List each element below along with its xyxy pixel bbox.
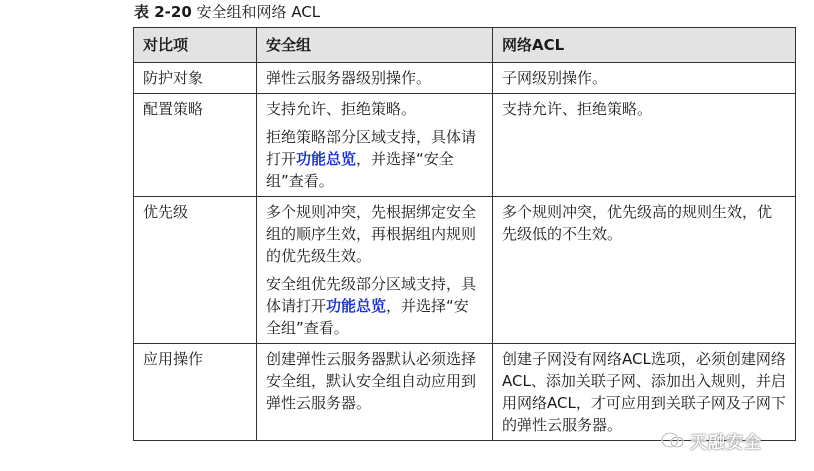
security-group-cell <box>257 94 493 197</box>
row-item-label: 优先级 <box>134 197 257 344</box>
cell-text: 多个规则冲突，先根据绑定安全组的顺序生效，再根据组内规则的优先级生效。 <box>266 203 477 265</box>
comparison-table <box>133 27 796 441</box>
row-item-label: 配置策略 <box>134 94 257 197</box>
network-acl-cell <box>493 94 796 197</box>
note-text: 安全组优先级部分区域支持，具体请打开 <box>266 275 477 315</box>
table-number: 表 2-20 <box>134 3 192 21</box>
cell-text: 创建子网没有网络ACL选项，必须创建网络ACL、添加关联子网、添加出入规则，并启用网络ACL，才可应用到关联子网及子网下的弹性云服务器。 <box>502 350 786 434</box>
header-security-group: 安全组 <box>257 28 493 63</box>
cell-text: 创建弹性云服务器默认必须选择安全组，默认安全组自动应用到弹性云服务器。 <box>266 350 477 412</box>
table-row <box>134 63 796 94</box>
feature-overview-link[interactable]: 功能总览 <box>296 150 357 168</box>
security-group-cell <box>257 63 493 94</box>
table-row <box>134 94 796 197</box>
network-acl-cell <box>493 344 796 441</box>
watermark-text: 天融安全 <box>690 433 762 453</box>
cell-text: 多个规则冲突，优先级高的规则生效，优先级低的不生效。 <box>502 203 773 243</box>
cell-text: 弹性云服务器级别操作。 <box>266 69 432 87</box>
table-row <box>134 197 796 344</box>
header-item: 对比项 <box>134 28 257 63</box>
cell-note <box>266 126 483 192</box>
security-group-cell <box>257 197 493 344</box>
security-group-cell <box>257 344 493 441</box>
note-text: ，并选择“安全组”查看。 <box>266 297 469 337</box>
note-text: ，并选择“安全组”查看。 <box>266 150 454 190</box>
table-header-row <box>134 28 796 63</box>
row-item-label: 应用操作 <box>134 344 257 441</box>
cell-text: 支持允许、拒绝策略。 <box>502 100 653 118</box>
feature-overview-link[interactable]: 功能总览 <box>326 297 387 315</box>
network-acl-cell <box>493 197 796 344</box>
header-network-acl: 网络ACL <box>493 28 796 63</box>
table-caption <box>134 2 320 22</box>
table-row <box>134 344 796 441</box>
cell-note <box>266 273 483 339</box>
note-text: 拒绝策略部分区域支持，具体请打开 <box>266 128 477 168</box>
cell-text: 支持允许、拒绝策略。 <box>266 100 417 118</box>
table-title: 安全组和网络 ACL <box>196 3 321 21</box>
network-acl-cell <box>493 63 796 94</box>
row-item-label: 防护对象 <box>134 63 257 94</box>
cell-text: 子网级别操作。 <box>502 69 608 87</box>
